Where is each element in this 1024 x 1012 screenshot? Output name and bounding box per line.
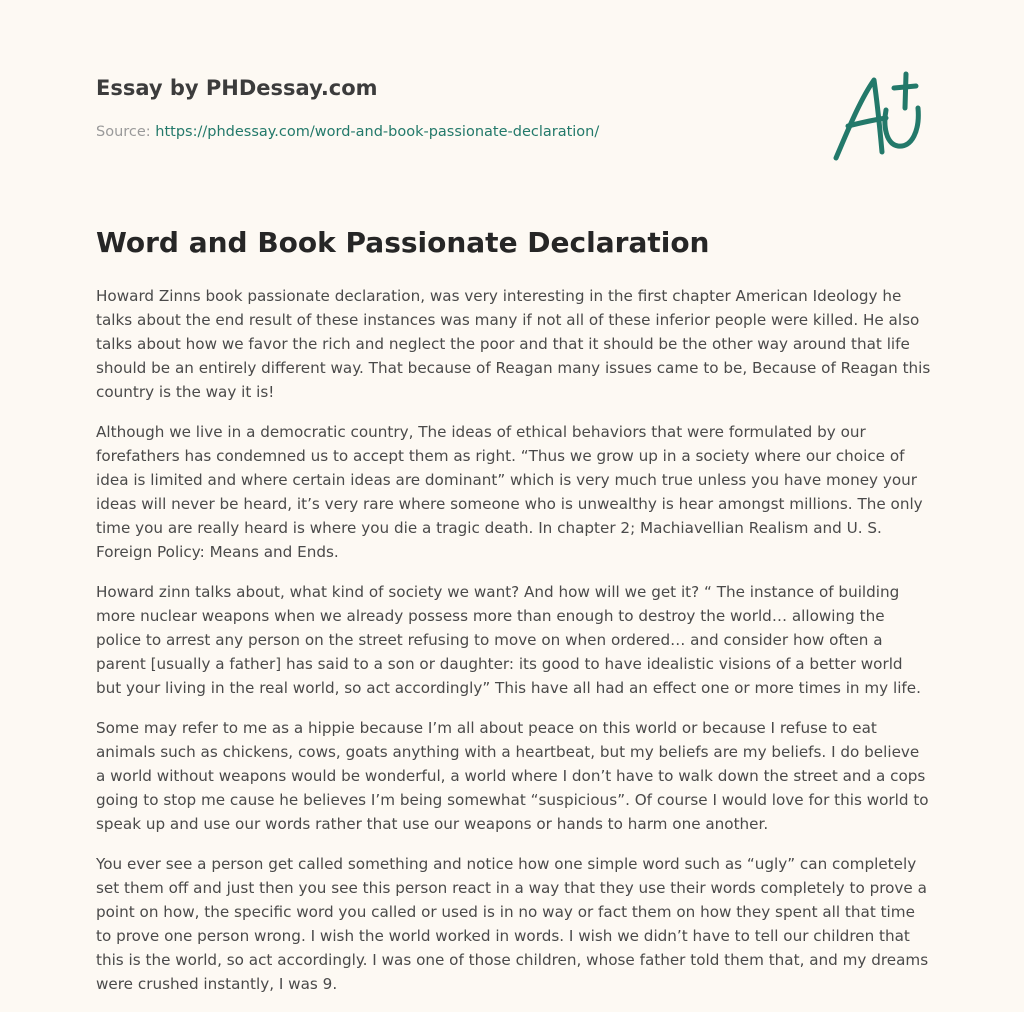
essay-title: Word and Book Passionate Declaration	[96, 226, 710, 259]
a-plus-logo-icon	[828, 68, 928, 164]
source-link[interactable]: https://phdessay.com/word-and-book-passionate-declaration/	[155, 124, 600, 140]
essay-paragraph: Howard Zinns book passionate declaration, was very interesting in the first chapter American Ideology he talks about the end result of these instances was many if not all of these inferior people were killed. He also talks about how we favor the rich and neglect the poor and that it should be the other way around that life should be an entirely different way. That because of Reagan many issues came to be, Because of Reagan this country is the way it is!	[96, 287, 931, 401]
essay-paragraph: Some may refer to me as a hippie because I’m all about peace on this world or because I refuse to eat animals such as chickens, cows, goats anything with a heartbeat, but my beliefs are my beliefs. I do believe a world without weapons would be wonderful, a world where I don’t have to walk down the street and a cops going to stop me cause he believes I’m being somewhat “suspicious”. Of course I would love for this world to speak up and use our words rather that use our weapons or hands to harm one another.	[96, 719, 929, 833]
source-label: Source:	[96, 124, 151, 140]
page-header	[96, 76, 928, 176]
essay-paragraph: Although we live in a democratic country, The ideas of ethical behaviors that were formulated by our forefathers has condemned us to accept them as right. “Thus we grow up in a society where our choice of idea is limited and where certain ideas are dominant” which is very much true unless you have money your ideas will never be heard, it’s very rare where someone who is unwealthy is hear amongst millions. The only time you are really heard is where you die a tragic death. In chapter 2; Machiavellian Realism and U. S. Foreign Policy: Means and Ends.	[96, 423, 923, 561]
source-line	[96, 124, 599, 140]
essay-paragraph: You ever see a person get called something and notice how one simple word such as “ugly” can completely set them off and just then you see this person react in a way that they use their words completely to prove a point on how, the specific word you called or used is in no way or fact them on how they spent all that time to prove one person wrong. I wish the world worked in words. I wish we didn’t have to tell our children that this is the world, so act accordingly. I was one of those children, whose father told them that, and my dreams were crushed instantly, I was 9.	[96, 855, 929, 993]
essay-body	[96, 284, 932, 1012]
essay-paragraph: Howard zinn talks about, what kind of society we want? And how will we get it? “ The instance of building more nuclear weapons when we already possess more than enough to destroy the world… allowing the police to arrest any person on the street refusing to move on when ordered… and consider how often a parent [usually a father] has said to a son or daughter: its good to have idealistic visions of a better world but your living in the real world, so act accordingly” This have all had an effect one or more times in my life.	[96, 583, 921, 697]
site-brand: Essay by PHDessay.com	[96, 76, 378, 100]
